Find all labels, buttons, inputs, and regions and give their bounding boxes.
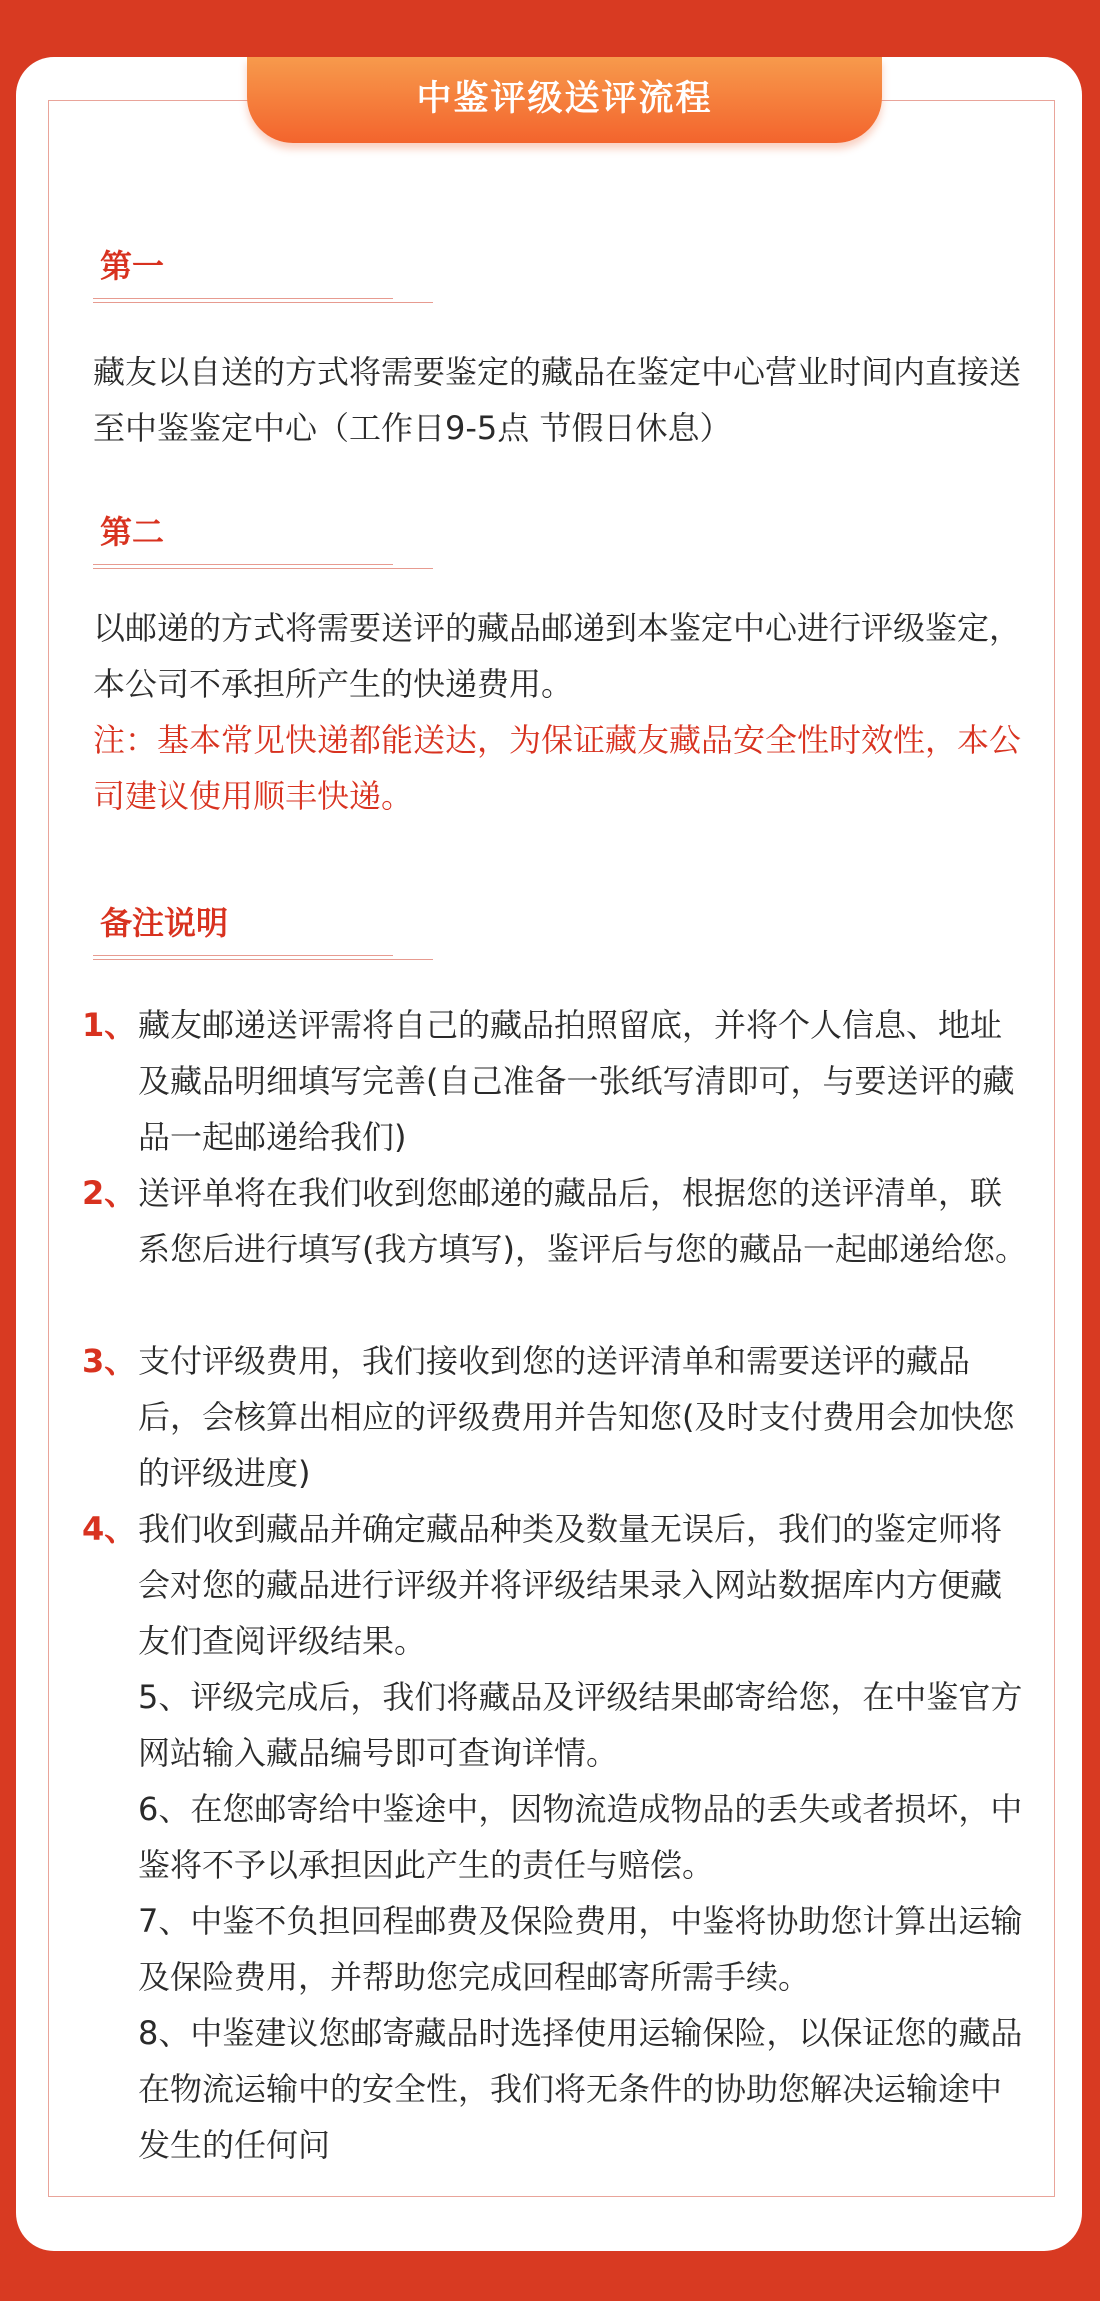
list-item: 7、中鉴不负担回程邮费及保险费用，中鉴将协助您计算出运输及保险费用，并帮助您完成回程邮寄所需手续。 bbox=[138, 1902, 1023, 1996]
list-item-number: 1、 bbox=[82, 1006, 137, 1044]
list-item-number: 4、 bbox=[82, 1510, 137, 1548]
section-divider bbox=[93, 955, 433, 961]
section-second-text bbox=[93, 600, 1023, 824]
list-item: 6、在您邮寄给中鉴途中，因物流造成物品的丢失或者损坏，中鉴将不予以承担因此产生的责任与赔偿。 bbox=[138, 1790, 1023, 1884]
section-first-paragraph: 藏友以自送的方式将需要鉴定的藏品在鉴定中心营业时间内直接送至中鉴鉴定中心（工作日9-5点 节假日休息） bbox=[93, 353, 1022, 447]
section-second-note: 注：基本常见快递都能送达，为保证藏友藏品安全性时效性，本公司建议使用顺丰快递。 bbox=[93, 721, 1022, 815]
list-item: 我们收到藏品并确定藏品种类及数量无误后，我们的鉴定师将会对您的藏品进行评级并将评级结果录入网站数据库内方便藏友们查阅评级结果。 bbox=[138, 1510, 1003, 1660]
list-item: 5、评级完成后，我们将藏品及评级结果邮寄给您，在中鉴官方网站输入藏品编号即可查询详情。 bbox=[138, 1678, 1023, 1772]
list-item-number: 2、 bbox=[82, 1174, 137, 1212]
section-second-paragraph: 以邮递的方式将需要送评的藏品邮递到本鉴定中心进行评级鉴定，本公司不承担所产生的快递费用。 bbox=[93, 609, 1022, 703]
list-item: 支付评级费用，我们接收到您的送评清单和需要送评的藏品后，会核算出相应的评级费用并告知您(及时支付费用会加快您的评级进度) bbox=[138, 1342, 1015, 1492]
list-item-number: 3、 bbox=[82, 1342, 137, 1380]
section-divider bbox=[93, 298, 433, 304]
section-first-text bbox=[93, 344, 1023, 456]
list-item: 藏友邮递送评需将自己的藏品拍照留底，并将个人信息、地址及藏品明细填写完善(自己准备一张纸写清即可，与要送评的藏品一起邮递给我们) bbox=[138, 1006, 1015, 1156]
section-title-second: 第二 bbox=[100, 513, 165, 551]
section-title-notes: 备注说明 bbox=[100, 904, 229, 942]
list-item: 8、中鉴建议您邮寄藏品时选择使用运输保险，以保证您的藏品在物流运输中的安全性，我们将无条件的协助您解决运输途中发生的任何问 bbox=[138, 2014, 1023, 2164]
list-item: 送评单将在我们收到您邮递的藏品后，根据您的送评清单，联系您后进行填写(我方填写)，鉴评后与您的藏品一起邮递给您。 bbox=[138, 1174, 1027, 1268]
section-title-first: 第一 bbox=[100, 247, 165, 285]
section-divider bbox=[93, 564, 433, 570]
page-title: 中鉴评级送评流程 bbox=[416, 79, 713, 119]
